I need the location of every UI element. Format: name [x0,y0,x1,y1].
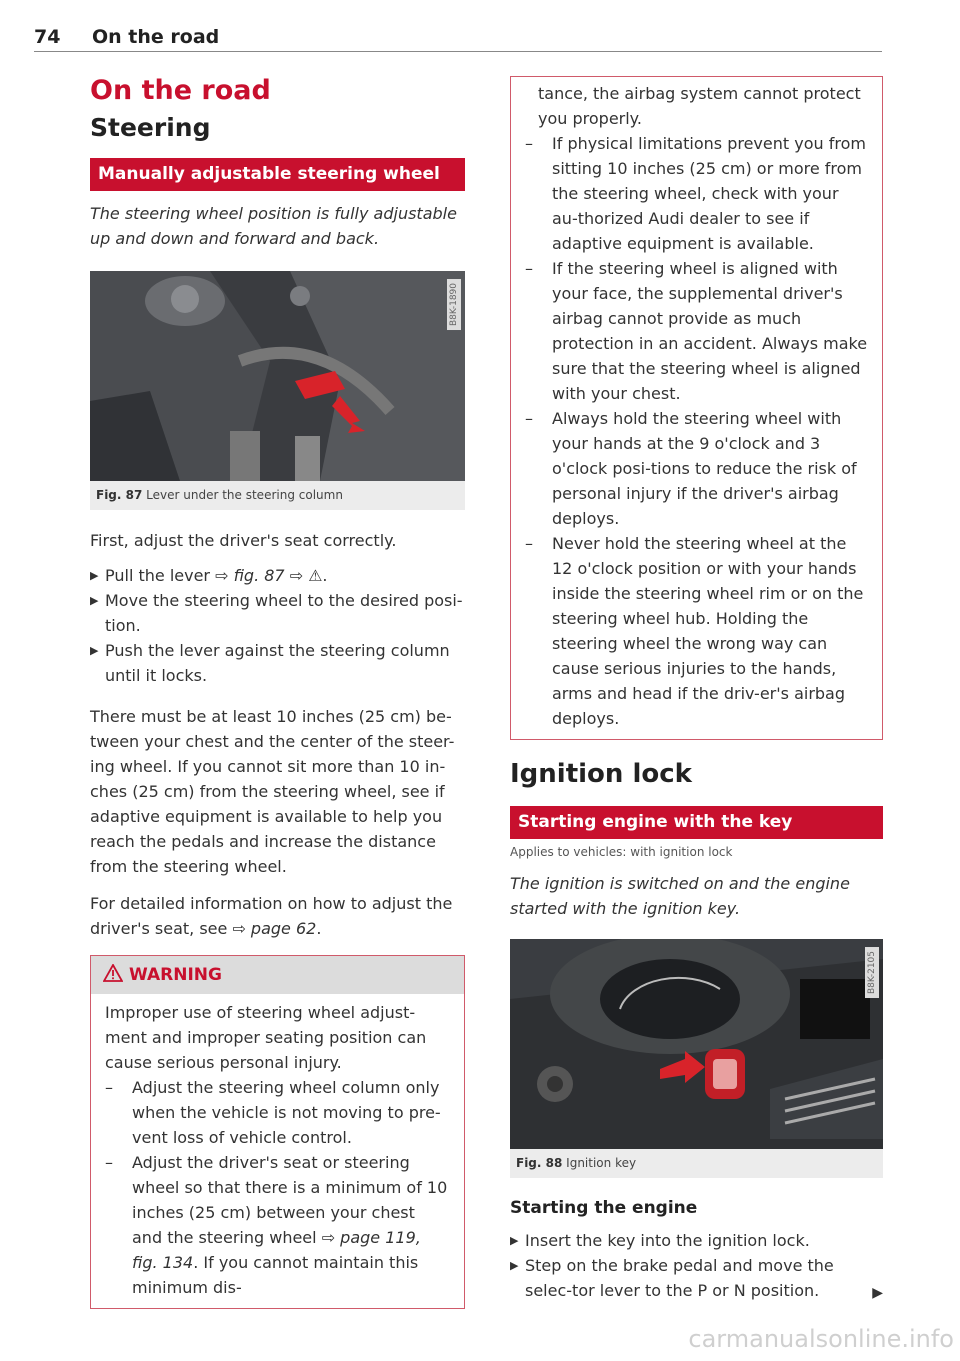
warning-item: – Never hold the steering wheel at the 12 o'clock position or with your hands inside the steering wheel rim or on the steering wheel hub. Holding the steering wheel the wrong way can cause serious injuries to the hands, arms and head if the driv-er's airbag deploys. [525,534,864,728]
warning-item: – Adjust the steering wheel column only when the vehicle is not moving to pre-vent loss of vehicle control. [105,1078,441,1147]
step-list [90,563,465,688]
figure-caption-text: Ignition key [566,1156,637,1170]
section-title-ignition: Ignition lock [510,759,692,789]
figure-label: Fig. 87 [96,488,143,502]
warning-box-continued [510,76,883,740]
right-column [510,76,883,1303]
page-number: 74 [34,26,61,48]
step-item: ▶ Step on the brake pedal and move the selec-tor lever to the P or N position. [510,1256,834,1300]
step-item: ▶ Pull the lever ⇨ fig. 87 ⇨ ⚠. [90,566,328,585]
figure-reference-link[interactable]: ⇨ fig. 87 ⇨ ⚠ [215,566,323,585]
paragraph-seat-reference: For detailed information on how to adjust the driver's seat, see ⇨ page 62. [90,894,453,938]
warning-item: – If the steering wheel is aligned with your face, the supplemental driver's airbag cannot provide as much protection in an accident. Always make sure that the steering wheel is aligned with your chest. [525,259,868,403]
page-header [34,26,882,52]
warning-header [91,956,464,994]
left-column [90,72,465,1309]
figure-id: B8K-2105 [865,947,879,998]
topic-intro: The steering wheel position is fully adjustable up and down and forward and back. [90,204,457,248]
figure-87 [90,271,465,510]
step-item: ▶ Insert the key into the ignition lock. [510,1231,810,1250]
step-list [510,1228,883,1303]
warning-continued-text: tance, the airbag system cannot protect you properly. [538,84,861,128]
continued-arrow-icon: ▶ [872,1285,883,1301]
figure-label: Fig. 88 [516,1156,563,1170]
steering-column-drawing [90,271,465,481]
warning-item: – If physical limitations prevent you from sitting 10 inches (25 cm) or more from the steering wheel, check with your au-thorized Audi dealer to see if adaptive equipment is available. [525,134,866,253]
figure-caption [510,1149,883,1178]
page-reference-link[interactable]: ⇨ page 62 [232,919,317,938]
steering-lever-illustration [90,271,465,481]
paragraph-distance: There must be at least 10 inches (25 cm) be-tween your chest and the center of the steer-ing wheel. If you cannot sit more than 10 in-ches (25 cm) from the steering wheel, see if adaptive equipment is available to help you reach the pedals and increase the distance from the steering wheel. [90,707,455,876]
warning-item: – Adjust the driver's seat or steering wheel so that there is a minimum of 10 inches (25 cm) between your chest and the steering wheel ⇨ page 119, fig. 134. If you cannot maintain this minimum dis- [105,1153,448,1297]
figure-caption-text: Lever under the steering column [146,488,343,502]
topic-bar: Manually adjustable steering wheel [90,158,465,191]
step-item: ▶ Move the steering wheel to the desired posi-tion. [90,591,463,635]
warning-item: – Always hold the steering wheel with your hands at the 9 o'clock and 3 o'clock posi-tions to reduce the risk of personal injury if the driver's airbag deploys. [525,409,857,528]
ignition-dashboard-drawing [510,939,883,1149]
figure-88 [510,939,883,1178]
warning-triangle-icon [103,964,123,982]
topic-bar: Starting engine with the key [510,806,883,839]
warning-body [91,994,464,1308]
running-title: On the road [92,26,220,48]
watermark: carmanualsonline.info [688,1325,954,1353]
warning-box [90,955,465,1309]
applies-note: Applies to vehicles: with ignition lock [510,845,733,859]
paragraph-seat: First, adjust the driver's seat correctly. [90,531,397,550]
step-item: ▶ Push the lever against the steering column until it locks. [90,641,450,685]
warning-intro: Improper use of steering wheel adjust-ment and improper seating position can cause serious personal injury. [105,1003,427,1072]
warning-title: WARNING [129,965,222,985]
section-title: On the road [90,75,271,106]
ignition-key-illustration [510,939,883,1149]
figure-caption [90,481,465,510]
procedure-heading: Starting the engine [510,1198,698,1218]
figure-id: B8K-1890 [447,279,461,330]
subsection-title: Steering [90,113,211,142]
page-reference-link[interactable]: ⇨ page 119, fig. 134 [132,1228,421,1272]
topic-intro: The ignition is switched on and the engine started with the ignition key. [510,874,850,918]
